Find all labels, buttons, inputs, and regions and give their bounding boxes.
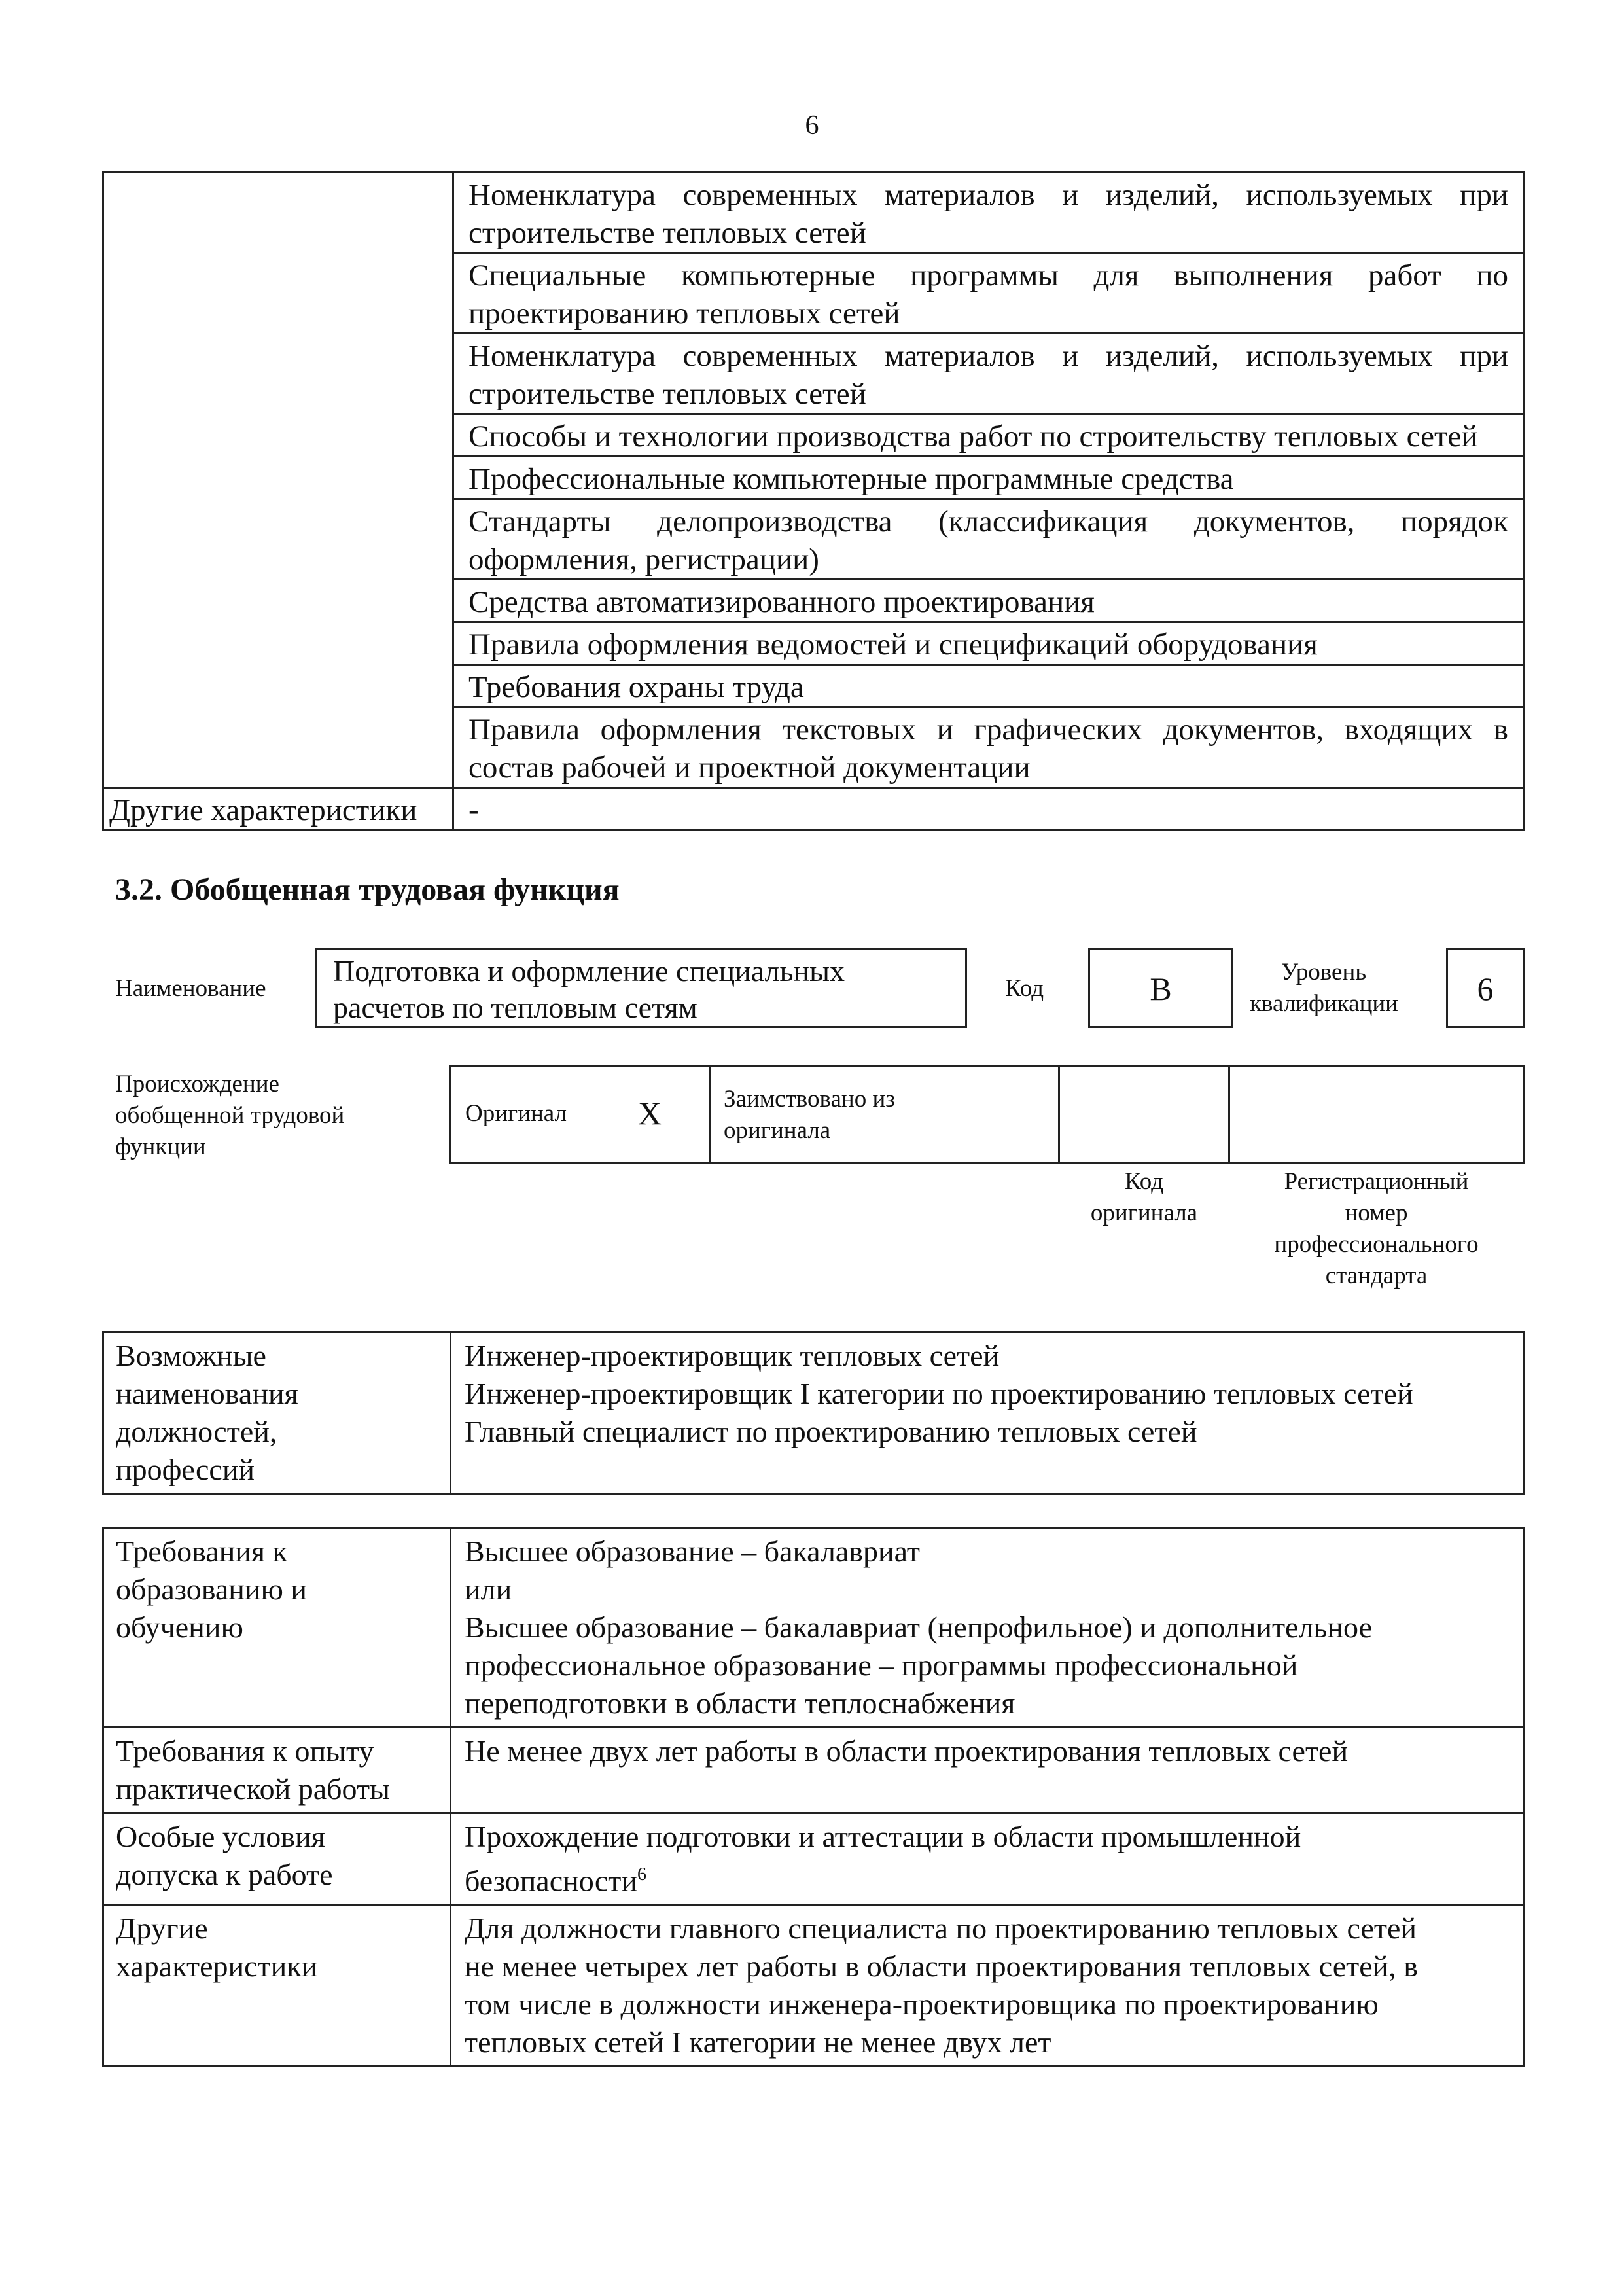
level-value-box	[1446, 948, 1525, 1028]
positions-label: Возможные наименования должностей, профессий	[103, 1332, 451, 1494]
knowledge-item: Специальные компьютерные программы для выполнения работ по проектированию тепловых сетей	[453, 253, 1524, 334]
level-label: Уровень квалификации	[1250, 959, 1398, 1017]
registration-number-caption: Регистрационный номер профессионального стандарта	[1274, 1168, 1479, 1289]
code-value: B	[1150, 970, 1172, 1007]
name-value-line: Подготовка и оформление специальных	[333, 954, 845, 987]
admission-value: Прохождение подготовки и аттестации в области промышленной безопасности$^6$	[451, 1813, 1524, 1905]
position-item: Главный специалист по проектированию тепловых сетей	[465, 1415, 1197, 1448]
original-mark: X	[638, 1095, 662, 1131]
borrowed-cell	[709, 1065, 1060, 1164]
name-value-line: расчетов по тепловым сетям	[333, 991, 697, 1024]
footnote-marker: 6	[637, 1864, 647, 1885]
page-number: 6	[805, 111, 819, 141]
level-value: 6	[1477, 970, 1494, 1007]
original-cell	[449, 1065, 711, 1164]
knowledge-table-continuation	[102, 171, 1525, 831]
knowledge-item: Способы и технологии производства работ по строительству тепловых сетей	[453, 414, 1524, 457]
knowledge-item: Номенклатура современных материалов и изделий, используемых при строительстве тепловых сетей	[453, 173, 1524, 253]
knowledge-item: Правила оформления ведомостей и спецификаций оборудования	[453, 622, 1524, 665]
original-code-caption: Код оригинала	[1090, 1168, 1198, 1226]
origin-label: Происхождение обобщенной трудовой функции	[115, 1071, 345, 1160]
experience-value: Не менее двух лет работы в области проектирования тепловых сетей	[451, 1728, 1524, 1813]
other-label: Другие характеристики	[103, 1905, 451, 2067]
admission-label: Особые условия допуска к работе	[103, 1813, 451, 1905]
education-label: Требования к образованию и обучению	[103, 1528, 451, 1728]
registration-number-cell	[1228, 1065, 1525, 1164]
code-label: Код	[1005, 975, 1044, 1002]
knowledge-item: Правила оформления текстовых и графических документов, входящих в состав рабочей и проектной документации	[453, 707, 1524, 788]
code-value-box	[1088, 948, 1233, 1028]
knowledge-item: Требования охраны труда	[453, 665, 1524, 707]
positions-values	[451, 1332, 1524, 1494]
position-item: Инженер-проектировщик I категории по проектированию тепловых сетей	[465, 1377, 1413, 1410]
requirements-table	[102, 1527, 1525, 2067]
positions-table	[102, 1331, 1525, 1495]
original-label: Оригинал	[465, 1100, 567, 1127]
education-value: Высшее образование – бакалавриат или Высшее образование – бакалавриат (непрофильное) и дополнительное профессиональное образование – программы профессиональной переподготовки в области теплоснабжения	[451, 1528, 1524, 1728]
knowledge-item: Средства автоматизированного проектирования	[453, 580, 1524, 622]
other-value: Для должности главного специалиста по проектированию тепловых сетей не менее четырех лет работы в области проектирования тепловых сетей, в том числе в должности инженера-проектировщика по проектированию тепловых сетей I категории не менее двух лет	[451, 1905, 1524, 2067]
name-label: Наименование	[115, 975, 266, 1002]
section-heading: 3.2. Обобщенная трудовая функция	[115, 872, 620, 907]
knowledge-item: Стандарты делопроизводства (классификация документов, порядок оформления, регистрации)	[453, 499, 1524, 580]
knowledge-item: Профессиональные компьютерные программные средства	[453, 457, 1524, 499]
empty-label-cell	[103, 173, 453, 788]
position-item: Инженер-проектировщик тепловых сетей	[465, 1339, 1000, 1372]
experience-label: Требования к опыту практической работы	[103, 1728, 451, 1813]
other-characteristics-label: Другие характеристики	[103, 788, 453, 830]
original-code-cell	[1058, 1065, 1230, 1164]
borrowed-label: Заимствовано из	[724, 1086, 895, 1112]
other-characteristics-value: -	[453, 788, 1524, 830]
borrowed-label: оригинала	[724, 1117, 831, 1144]
name-value-box	[315, 948, 967, 1028]
knowledge-item: Номенклатура современных материалов и изделий, используемых при строительстве тепловых сетей	[453, 334, 1524, 414]
